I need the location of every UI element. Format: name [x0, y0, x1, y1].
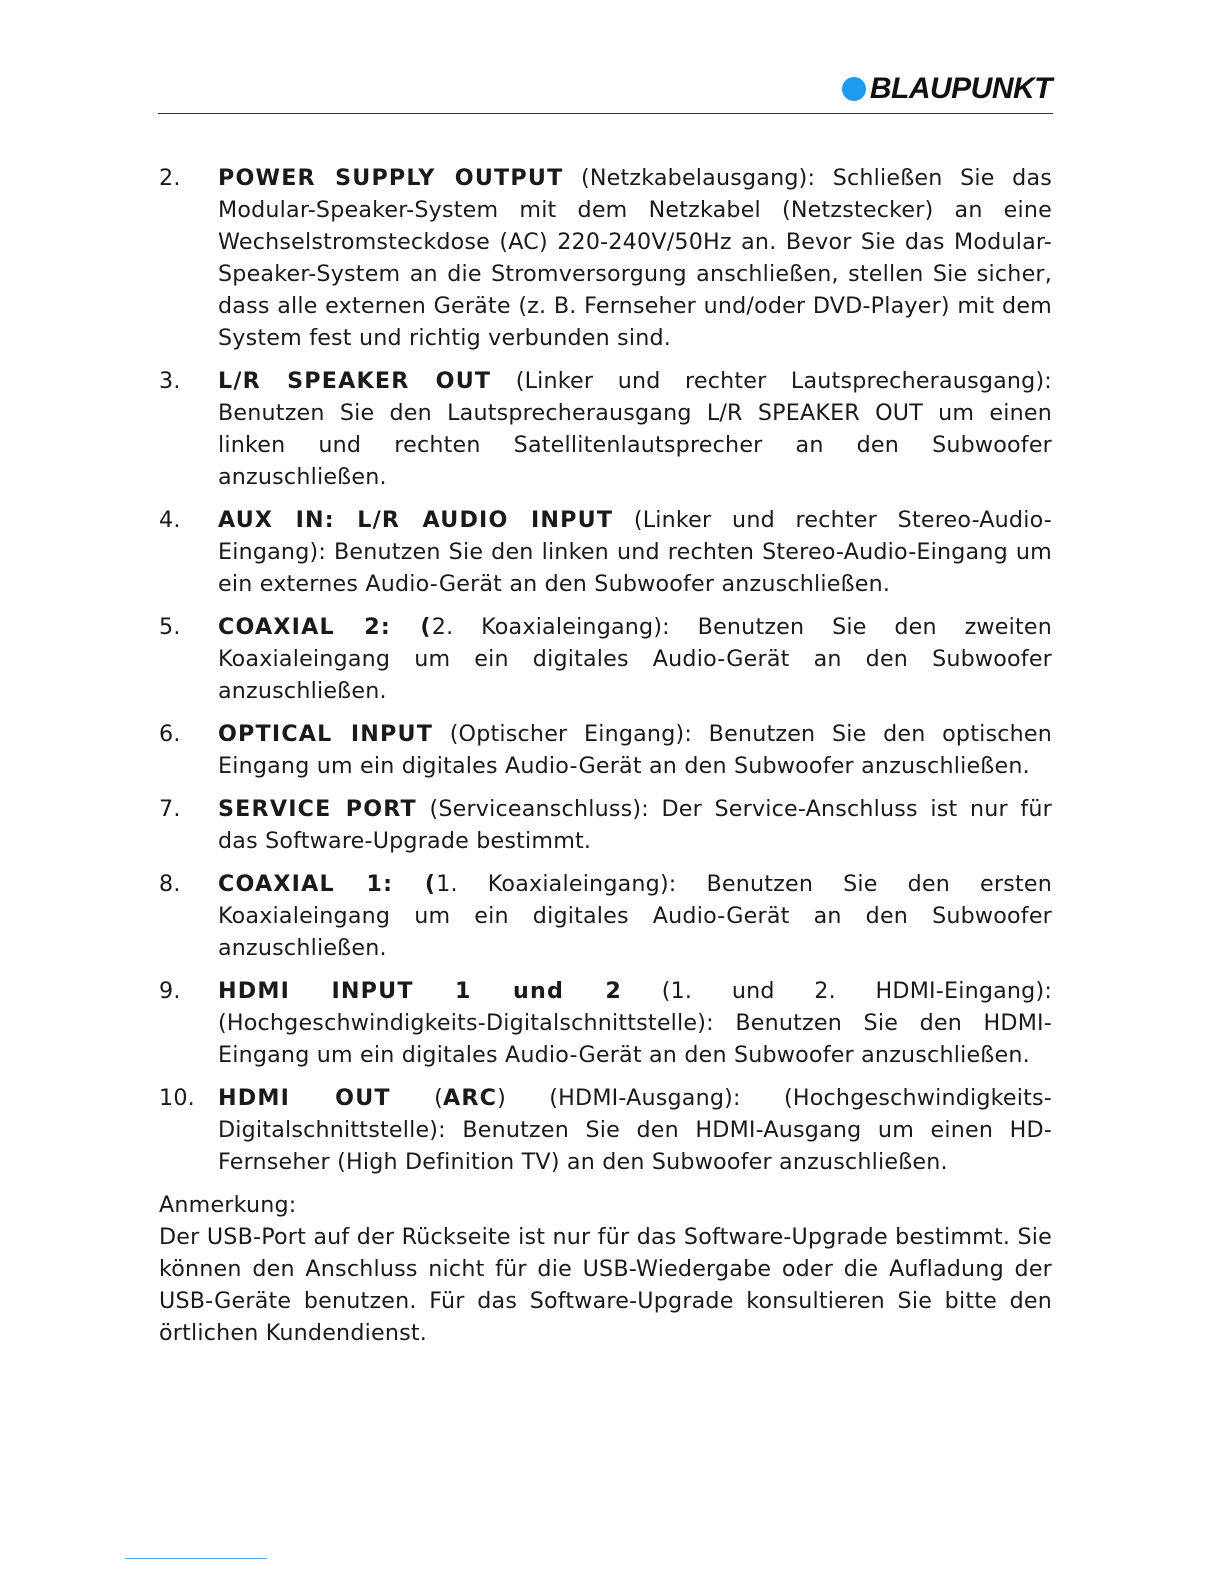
item-number: 3.: [159, 368, 181, 394]
list-item-coaxial-2: [159, 611, 1052, 707]
item-description: (Linker und rechter Stereo-Audio-Eingang): Benutzen Sie den linken und rechten Stereo-Audio-Eingang um ein externes Audio-Gerät an den Subwoofer anzuschließen.: [218, 507, 1052, 597]
item-number: 10.: [159, 1085, 195, 1111]
item-description: (1. und 2. HDMI-Eingang): (Hochgeschwindigkeits-Digitalschnittstelle): Benutzen Sie den HDMI-Eingang um ein digitales Audio-Gerät an den Subwoofer anzuschließen.: [218, 978, 1052, 1068]
list-item-hdmi-input: [159, 975, 1052, 1071]
item-description: 1. Koaxialeingang): Benutzen Sie den ersten Koaxialeingang um ein digitales Audio-Gerät an den Subwoofer anzuschließen.: [218, 871, 1052, 961]
item-description-prefix: (: [390, 1085, 443, 1111]
item-description: ) (HDMI-Ausgang): (Hochgeschwindigkeits-Digitalschnittstelle): Benutzen Sie den HDMI-Ausgang um einen HD-Fernseher (High Definition TV) an den Subwoofer anzuschließen.: [218, 1085, 1052, 1175]
item-term: COAXIAL 1: (: [218, 871, 437, 897]
note-heading: Anmerkung:: [159, 1192, 297, 1218]
brand-logo: [842, 74, 1052, 104]
item-number: 6.: [159, 721, 181, 747]
item-term-arc: ARC: [442, 1085, 498, 1111]
item-term: HDMI OUT: [218, 1085, 391, 1111]
item-term: POWER SUPPLY OUTPUT: [218, 165, 564, 191]
item-term: OPTICAL INPUT: [218, 721, 434, 747]
page-content: [159, 162, 1052, 1349]
item-description: (Netzkabelausgang): Schließen Sie das Modular-Speaker-System mit dem Netzkabel (Netzstecker) an eine Wechselstromsteckdose (AC) 220-240V/50Hz an. Bevor Sie das Modular-Speaker-System an die Stromversorgung anschließen, stellen Sie sicher, dass alle externen Geräte (z. B. Fernseher und/oder DVD-Player) mit dem System fest und richtig verbunden sind.: [218, 165, 1052, 351]
item-number: 4.: [159, 507, 181, 533]
list-item-power-supply-output: [159, 162, 1052, 354]
item-term: HDMI INPUT 1 und 2: [218, 978, 623, 1004]
item-number: 2.: [159, 165, 181, 191]
list-item-coaxial-1: [159, 868, 1052, 964]
item-term: L/R SPEAKER OUT: [218, 368, 492, 394]
header-divider: [158, 113, 1053, 114]
note-section: [159, 1189, 1052, 1349]
item-number: 8.: [159, 871, 181, 897]
list-item-service-port: [159, 793, 1052, 857]
item-number: 5.: [159, 614, 181, 640]
item-term: COAXIAL 2: (: [218, 614, 432, 640]
item-description: (Optischer Eingang): Benutzen Sie den optischen Eingang um ein digitales Audio-Gerät an den Subwoofer anzuschließen.: [218, 721, 1052, 779]
list-item-optical-input: [159, 718, 1052, 782]
brand-name: BLAUPUNKT: [869, 72, 1052, 105]
item-description: (Serviceanschluss): Der Service-Anschluss ist nur für das Software-Upgrade bestimmt.: [218, 796, 1052, 854]
item-number: 9.: [159, 978, 181, 1004]
footer-divider: [125, 1558, 267, 1559]
item-number: 7.: [159, 796, 181, 822]
item-description: (Linker und rechter Lautsprecherausgang): Benutzen Sie den Lautsprecherausgang L/R SPEAKER OUT um einen linken und rechten Satellitenlautsprecher an den Subwoofer anzuschließen.: [218, 368, 1052, 490]
item-term: AUX IN: L/R AUDIO INPUT: [218, 507, 614, 533]
list-item-hdmi-out: [159, 1082, 1052, 1178]
brand-dot-icon: [842, 77, 866, 101]
list-item-aux-in: [159, 504, 1052, 600]
list-item-lr-speaker-out: [159, 365, 1052, 493]
item-term: SERVICE PORT: [218, 796, 417, 822]
item-description: 2. Koaxialeingang): Benutzen Sie den zweiten Koaxialeingang um ein digitales Audio-Gerät an den Subwoofer anzuschließen.: [218, 614, 1052, 704]
note-body: Der USB-Port auf der Rückseite ist nur für das Software-Upgrade bestimmt. Sie können den Anschluss nicht für die USB-Wiedergabe oder die Aufladung der USB-Geräte benutzen. Für das Software-Upgrade konsultieren Sie bitte den örtlichen Kundendienst.: [159, 1224, 1052, 1346]
